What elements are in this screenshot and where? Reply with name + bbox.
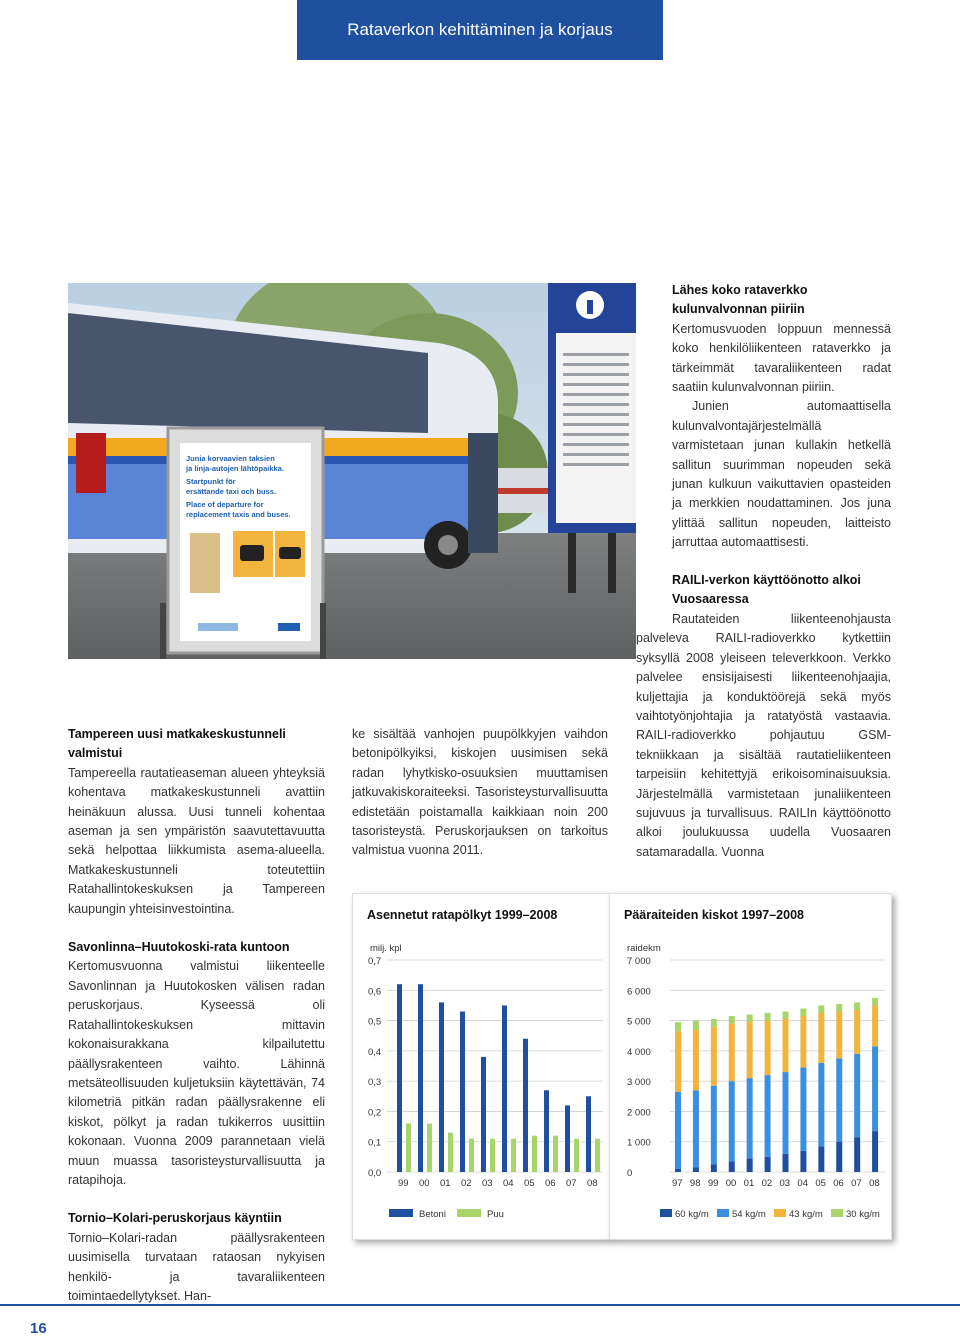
chart-sleepers-title: Asennetut ratapölkyt 1999–2008	[367, 908, 558, 922]
bar-betoni-06	[544, 1090, 549, 1172]
bar-segment-60kg-97	[675, 1169, 681, 1172]
bar-segment-43kg-07	[854, 1010, 860, 1054]
bar-segment-60kg-08	[872, 1131, 878, 1172]
paragraph-tornio: Tornio–Kolari-radan päällysrakenteen uusimisella turvataan rataosan nykyisen henkilö- ja tavaraliikenteen toimintaedellytykset. Han-	[68, 1230, 325, 1303]
x-tick-label: 07	[566, 1178, 577, 1189]
bar-segment-54kg-08	[872, 1046, 878, 1131]
bar-puu-00	[427, 1124, 432, 1172]
bar-segment-30kg-01	[747, 1015, 753, 1023]
bar-segment-60kg-05	[818, 1146, 824, 1172]
bar-betoni-00	[418, 984, 423, 1172]
x-tick-label: 05	[815, 1178, 826, 1189]
raili-text-block	[636, 610, 891, 862]
x-tick-label: 08	[587, 1178, 598, 1189]
bar-betoni-03	[481, 1057, 486, 1172]
bar-segment-43kg-04	[800, 1016, 806, 1067]
sign-line-6: replacement taxis and buses.	[186, 510, 291, 519]
x-tick-label: 97	[672, 1178, 683, 1189]
chart-sleepers-panel	[352, 893, 610, 1240]
y-axis-label: raidekm	[627, 943, 661, 954]
x-tick-label: 04	[797, 1178, 808, 1189]
x-tick-label: 01	[743, 1178, 755, 1189]
y-axis-label: milj. kpl	[370, 943, 402, 954]
bus-stop-illustration	[68, 283, 636, 659]
legend-swatch-54kg	[717, 1209, 729, 1217]
bar-segment-54kg-03	[783, 1072, 789, 1154]
section-heading-savonlinna: Savonlinna–Huutokoski-rata kuntoon	[68, 940, 290, 955]
bar-segment-30kg-07	[854, 1002, 860, 1010]
bar-puu-02	[469, 1139, 474, 1172]
bar-segment-54kg-01	[747, 1078, 753, 1158]
bar-segment-43kg-03	[783, 1019, 789, 1072]
bar-segment-43kg-00	[729, 1024, 735, 1082]
bar-segment-60kg-99	[711, 1164, 717, 1172]
page-number: 16	[30, 1320, 47, 1337]
bar-segment-54kg-02	[765, 1075, 771, 1157]
y-tick-label: 0,5	[368, 1016, 382, 1028]
sign-line-5: Place of departure for	[186, 500, 264, 509]
x-tick-label: 98	[689, 1178, 701, 1189]
section-heading-tornio: Tornio–Kolari-peruskorjaus käyntiin	[68, 1211, 282, 1226]
bar-puu-07	[574, 1139, 579, 1172]
header-title: Rataverkon kehittäminen ja korjaus	[347, 20, 613, 39]
legend-swatch-60kg	[660, 1209, 672, 1217]
bar-segment-30kg-97	[675, 1022, 681, 1031]
y-tick-label: 6 000	[627, 986, 651, 998]
legend-label-puu: Puu	[487, 1209, 504, 1220]
y-tick-label: 0,4	[368, 1046, 382, 1058]
paragraph-raili: Rautateiden liikenteenohjausta palveleva RAILI-radioverkko kytkettiin syksyllä 2008 yleiseen televerkkoon. Verkko palvelee ensisijaisesti liikenteenohjaajia, kuljettajia ja konduktöörejä sekä myös vaihtotyönjohtajia ja ratatyöstä vastaavia. RAILI-radioverkko pohjautuu GSM-tekniikkaan ja sisältää rautatieliikenteen tarpeisiin kehitettyjä erikoisominaisuuksia. Järjestelmällä varmistetaan junaliikenteen sujuvuus ja turvallisuus. RAILIn käyttöönotto alkoi joulukuussa uudella Vuosaaren satamaradalla. Vuonna	[636, 612, 891, 859]
left-column	[68, 725, 325, 1306]
bar-segment-43kg-06	[836, 1011, 842, 1058]
x-tick-label: 08	[869, 1178, 880, 1189]
bar-segment-30kg-02	[765, 1013, 771, 1021]
bar-puu-04	[511, 1139, 516, 1172]
y-tick-label: 0,6	[368, 986, 382, 998]
legend-label-betoni: Betoni	[419, 1209, 446, 1220]
legend-swatch-30kg	[831, 1209, 843, 1217]
chart-rails-panel	[609, 893, 892, 1240]
sign-line-2: ja linja-autojen lähtöpaikka.	[186, 464, 284, 473]
bar-segment-54kg-99	[711, 1086, 717, 1165]
bar-segment-43kg-97	[675, 1031, 681, 1092]
y-tick-label: 2 000	[627, 1107, 651, 1119]
bar-segment-43kg-05	[818, 1013, 824, 1063]
sign-line-4: ersättande taxi och buss.	[186, 487, 277, 496]
bar-segment-30kg-98	[693, 1021, 699, 1030]
x-tick-label: 00	[419, 1178, 430, 1189]
x-tick-label: 03	[779, 1178, 791, 1189]
y-tick-label: 4 000	[627, 1046, 651, 1058]
bar-segment-43kg-99	[711, 1027, 717, 1086]
bar-betoni-08	[586, 1096, 591, 1172]
sign-line-1: Junia korvaavien taksien	[186, 454, 275, 463]
paragraph-savonlinna: Kertomusvuonna valmistui liikenteelle Savonlinnan ja Huutokosken välisen radan peruskorjaus. Kyseessä oli Ratahallintokeskuksen mittavin kokonaisurakkana kilpailutettu päällysrakenteen vaihto. Lähinnä metsäteollisuuden kuljetuksiin käytettävän, 74 kilometriä pitkän radan päällysrakenne eli kiskot, pölkyt ja radan tukikerros uusittiin kokonaan. Vuonna 2009 parannetaan vielä muun muassa tasoristeysturvallisuutta ja ratapihoja.	[68, 959, 325, 1187]
paragraph-kulunvalvonta-2: Junien automaattisella kulunvalvontajärjestelmällä varmistetaan junan kullakin hetkellä sallitun suurimman nopeuden sekä junan kulkuun vaikuttavien opasteiden ja merkkien noudattaminen. Jos juna ylittää sallitun nopeuden, laitteisto jarruttaa automaattisesti.	[672, 399, 891, 550]
bar-puu-06	[553, 1136, 558, 1172]
bar-betoni-01	[439, 1002, 444, 1172]
bar-puu-05	[532, 1136, 537, 1172]
bar-betoni-07	[565, 1105, 570, 1172]
bar-puu-99	[406, 1124, 411, 1172]
section-heading-raili: RAILI-verkon käyttöönotto alkoi Vuosaaressa	[672, 573, 861, 607]
x-tick-label: 05	[524, 1178, 535, 1189]
x-tick-label: 99	[398, 1178, 409, 1189]
footer-divider	[0, 1304, 960, 1306]
legend-label-60kg: 60 kg/m	[675, 1209, 709, 1220]
bar-segment-54kg-00	[729, 1081, 735, 1161]
middle-column	[352, 725, 608, 861]
bar-segment-60kg-01	[747, 1158, 753, 1172]
y-tick-label: 7 000	[627, 956, 651, 967]
legend-swatch-43kg	[774, 1209, 786, 1217]
x-tick-label: 00	[725, 1178, 737, 1189]
bar-segment-60kg-02	[765, 1157, 771, 1172]
paragraph-tampere: Tampereella rautatieaseman alueen yhteyksiä kohentava matkakeskustunneli avattiin heinäkuun alussa. Uusi tunneli kohentaa aseman ja sen ympäristön saavutettavuutta sekä helpottaa liikkumista asema-alueella. Matkakeskustunneli toteutettiin Ratahallintokeskuksen ja Tampereen kaupungin yhteisinvestointina.	[68, 765, 325, 916]
x-tick-label: 03	[482, 1178, 493, 1189]
legend-swatch-betoni	[389, 1209, 413, 1217]
paragraph-tornio-continued: ke sisältää vanhojen puupölkkyjen vaihdon betonipölkyiksi, kiskojen uusimisen sekä radan lyhytkisko-osuuksien muuttamisen jatkuvakiskoraiteeksi. Tasoristeysturvallisuutta edistetään poistamalla kaikkiaan noin 200 tasoristeystä. Peruskorjauksen on tarkoitus valmistua vuonna 2011.	[352, 727, 608, 858]
bar-betoni-99	[397, 984, 402, 1172]
chart-rails	[610, 894, 891, 1239]
section-heading-kulunvalvonta: Lähes koko rataverkko kulunvalvonnan piiriin	[672, 283, 808, 317]
right-top-column	[672, 281, 891, 553]
bar-betoni-02	[460, 1011, 465, 1172]
y-tick-label: 0,3	[368, 1077, 382, 1089]
y-tick-label: 0,7	[368, 956, 382, 967]
bar-segment-60kg-07	[854, 1137, 860, 1172]
y-tick-label: 1 000	[627, 1137, 651, 1149]
y-tick-label: 5 000	[627, 1016, 651, 1028]
x-tick-label: 06	[545, 1178, 556, 1189]
bar-segment-30kg-05	[818, 1005, 824, 1013]
bar-segment-30kg-08	[872, 998, 878, 1006]
bar-puu-03	[490, 1139, 495, 1172]
bar-puu-08	[595, 1139, 600, 1172]
bar-segment-60kg-06	[836, 1142, 842, 1172]
bar-segment-43kg-01	[747, 1022, 753, 1078]
x-tick-label: 01	[440, 1178, 451, 1189]
chart-sleepers	[353, 894, 609, 1239]
bar-segment-60kg-00	[729, 1161, 735, 1172]
x-tick-label: 99	[707, 1178, 719, 1189]
y-tick-label: 0,0	[368, 1168, 382, 1179]
bar-segment-54kg-98	[693, 1090, 699, 1167]
bar-segment-30kg-99	[711, 1019, 717, 1027]
bar-segment-54kg-04	[800, 1068, 806, 1151]
bar-segment-30kg-04	[800, 1008, 806, 1016]
legend-label-54kg: 54 kg/m	[732, 1209, 766, 1220]
bar-segment-30kg-00	[729, 1016, 735, 1024]
legend-label-30kg: 30 kg/m	[846, 1209, 880, 1220]
bar-segment-43kg-98	[693, 1030, 699, 1091]
bar-segment-43kg-02	[765, 1021, 771, 1076]
x-tick-label: 07	[851, 1178, 862, 1189]
photo-bus-stop	[68, 283, 636, 659]
x-tick-label: 04	[503, 1178, 514, 1189]
bar-puu-01	[448, 1133, 453, 1172]
bar-segment-54kg-07	[854, 1054, 860, 1137]
header-tab	[297, 0, 663, 60]
bar-betoni-04	[502, 1005, 507, 1172]
bar-segment-54kg-05	[818, 1063, 824, 1146]
bar-segment-60kg-04	[800, 1151, 806, 1172]
y-tick-label: 3 000	[627, 1077, 651, 1089]
paragraph-kulunvalvonta-1: Kertomusvuoden loppuun mennessä koko henkilöliikenteen rataverkko ja tärkeimmät tavaraliikenteen radat saatiin kulunvalvonnan piiriin.	[672, 321, 891, 395]
bar-segment-43kg-08	[872, 1005, 878, 1046]
y-tick-label: 0,2	[368, 1107, 382, 1119]
bar-segment-30kg-03	[783, 1011, 789, 1019]
bar-segment-54kg-97	[675, 1092, 681, 1169]
raili-heading-block	[672, 571, 891, 610]
x-tick-label: 06	[833, 1178, 844, 1189]
bar-segment-60kg-98	[693, 1167, 699, 1172]
section-heading-tampere: Tampereen uusi matkakeskustunneli valmistui	[68, 727, 286, 761]
y-tick-label: 0,1	[368, 1137, 382, 1149]
sign-line-3: Startpunkt för	[186, 477, 236, 486]
bar-segment-54kg-06	[836, 1058, 842, 1141]
x-tick-label: 02	[761, 1178, 773, 1189]
legend-swatch-puu	[457, 1209, 481, 1217]
bar-segment-30kg-06	[836, 1004, 842, 1012]
bar-betoni-05	[523, 1039, 528, 1172]
legend-label-43kg: 43 kg/m	[789, 1209, 823, 1220]
x-tick-label: 02	[461, 1178, 472, 1189]
bar-segment-60kg-03	[783, 1154, 789, 1172]
chart-rails-title: Pääraiteiden kiskot 1997–2008	[624, 908, 804, 922]
y-tick-label: 0	[627, 1168, 633, 1179]
